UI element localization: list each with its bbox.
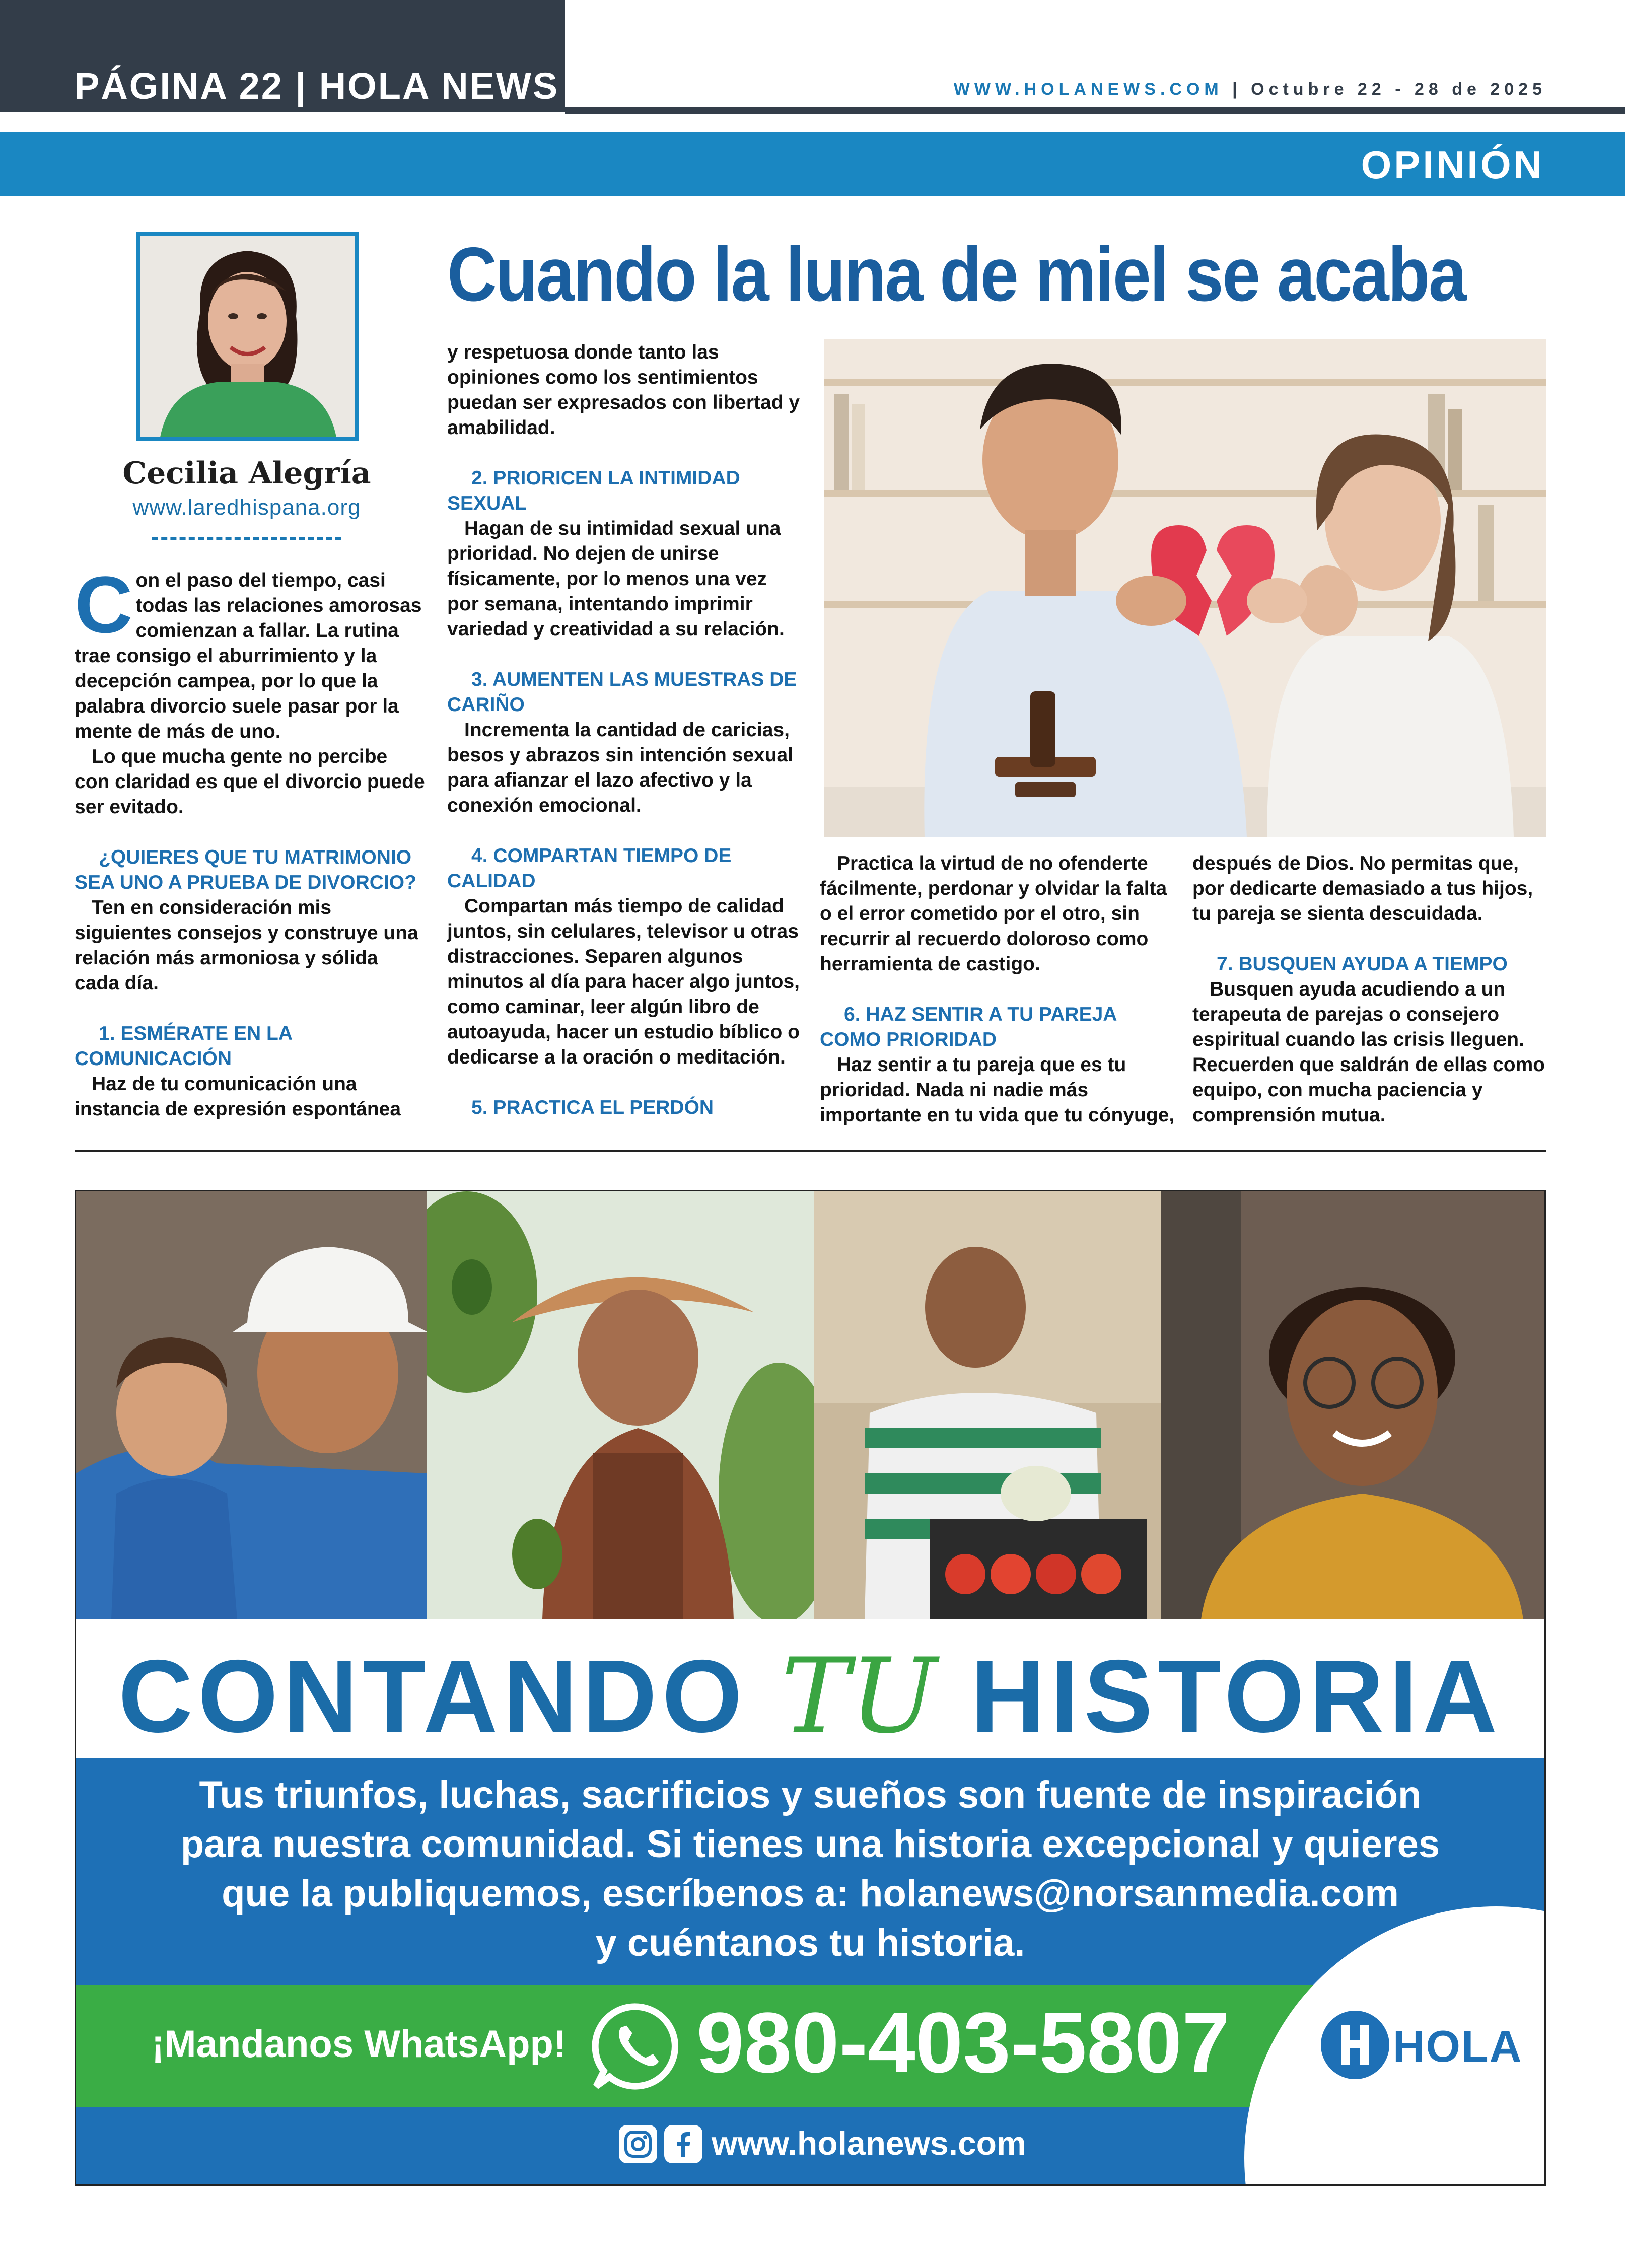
ad-website-link[interactable]: www.holanews.com — [712, 2124, 1026, 2162]
article-paragraph: Haz sentir a tu pareja que es tu prioridad. Nada ni nadie más importante en tu vida que tu cónyuge, — [820, 1054, 1175, 1126]
site-and-date — [954, 80, 1546, 99]
page-label: PÁGINA 22 | HOLA NEWS — [75, 65, 559, 107]
ad-title: CONTANDO TU HISTORIA — [118, 1637, 1503, 1756]
article-subheading: 1. ESMÉRATE EN LA COMUNICACIÓN — [75, 1023, 292, 1070]
header-rule — [565, 107, 1625, 114]
article-subheading: 4. COMPARTAN TIEMPO DE CALIDAD — [447, 845, 732, 892]
article-subheading: ¿QUIERES QUE TU MATRIMONIO SEA UNO A PRUEBA DE DIVORCIO? — [75, 846, 416, 893]
article-paragraph: Busquen ayuda acudiendo a un terapeuta de parejas o consejero espiritual cuando las crisis lleguen. Recuerden que saldrán de ellas como equipo, con mucha paciencia y comprensión mutua. — [1192, 978, 1545, 1126]
article-paragraph: Compartan más tiempo de calidad juntos, sin celulares, televisor u otras distracciones. Separen algunos minutos al día para hacer algo juntos, como caminar, leer algún libro de autoayuda, hacer un estudio bíblico o dedicarse a la oración o meditación. — [447, 895, 800, 1068]
whatsapp-icon[interactable] — [589, 1999, 683, 2094]
instagram-icon[interactable] — [619, 2125, 657, 2163]
author-website[interactable]: www.laredhispana.org — [132, 495, 361, 520]
social-icons — [619, 2125, 702, 2163]
ad-photo-strip — [76, 1191, 1544, 1619]
ad-message: Tus triunfos, luchas, sacrificios y sueños son fuente de inspiración para nuestra comunidad. Si tienes una historia excepcional y quieres que la publiquemos, escríbenos a: holanews@norsanmedia.com y cuéntanos tu historia. — [180, 1774, 1440, 1964]
ad-photo-smiling-woman — [1161, 1191, 1544, 1619]
author-name: Cecilia Alegría — [122, 456, 371, 491]
ad-photo-man-tomatoes — [814, 1191, 1161, 1619]
section-label: OPINIÓN — [1361, 143, 1544, 187]
issue-date: Octubre 22 - 28 de 2025 — [1251, 80, 1546, 99]
site-link[interactable]: WWW.HOLANEWS.COM — [953, 80, 1223, 99]
article-subheading: 3. AUMENTEN LAS MUESTRAS DE CARIÑO — [447, 669, 797, 716]
article-subheading: 7. BUSQUEN AYUDA A TIEMPO — [1217, 953, 1508, 975]
author-divider — [152, 537, 341, 540]
article-paragraph: Con el paso del tiempo, casi todas las relaciones amorosas comienzan a fallar. La rutina trae consigo el aburrimiento y la decepción campea, por lo que la palabra divorcio suele pasar por la mente de más de uno. — [75, 559, 422, 742]
hola-logo — [1320, 2007, 1521, 2083]
whatsapp-label: ¡Mandanos WhatsApp! — [152, 2023, 567, 2066]
article-column-1 — [75, 559, 425, 1122]
header-separator: | — [1223, 80, 1251, 99]
article-column-4 — [1192, 851, 1548, 1128]
facebook-icon[interactable] — [664, 2125, 702, 2163]
ad-photo-farmer-avocados — [427, 1191, 814, 1619]
article-paragraph: Lo que mucha gente no percibe con claridad es que el divorcio puede ser evitado. — [75, 746, 425, 818]
advertisement[interactable] — [75, 1190, 1546, 2186]
article-paragraph: y respetuosa donde tanto las opiniones como los sentimientos puedan ser expresados con libertad y amabilidad. — [447, 341, 800, 439]
article-paragraph: después de Dios. No permitas que, por dedicarte demasiado a tus hijos, tu pareja se sienta descuidada. — [1192, 853, 1533, 925]
article-paragraph: Practica la virtud de no ofenderte fácilmente, perdonar y olvidar la falta o el error cometido por el otro, sin recurrir al recuerdo doloroso como herramienta de castigo. — [820, 853, 1167, 975]
article-headline: Cuando la luna de miel se acaba — [447, 232, 1466, 317]
author-photo — [136, 232, 359, 441]
article-photo — [824, 339, 1546, 837]
article-column-3 — [820, 851, 1175, 1128]
article-subheading: 2. PRIORICEN LA INTIMIDAD SEXUAL — [447, 467, 740, 514]
article-column-2 — [447, 340, 803, 1120]
ad-photo-worker-and-child — [76, 1191, 427, 1619]
article-paragraph: Incrementa la cantidad de caricias, besos y abrazos sin intención sexual para afianzar el lazo afectivo y la conexión emocional. — [447, 719, 794, 816]
article-paragraph: Ten en consideración mis siguientes consejos y construye una relación más armoniosa y sólida cada día. — [75, 897, 418, 994]
article-subheading: 5. PRACTICA EL PERDÓN — [471, 1097, 714, 1118]
article-paragraph: Hagan de su intimidad sexual una prioridad. No dejen de unirse físicamente, por lo menos una vez por semana, intentando imprimir variedad y creatividad a su relación. — [447, 518, 785, 640]
drop-cap: C — [75, 559, 133, 650]
whatsapp-phone-number[interactable]: 980-403-5807 — [696, 1995, 1230, 2091]
article-subheading: 6. HAZ SENTIR A TU PAREJA COMO PRIORIDAD — [820, 1004, 1116, 1050]
article-divider — [75, 1150, 1546, 1152]
hola-logo-text: HOLA — [1393, 2021, 1521, 2071]
article-paragraph: Haz de tu comunicación una instancia de expresión espontánea — [75, 1073, 401, 1120]
